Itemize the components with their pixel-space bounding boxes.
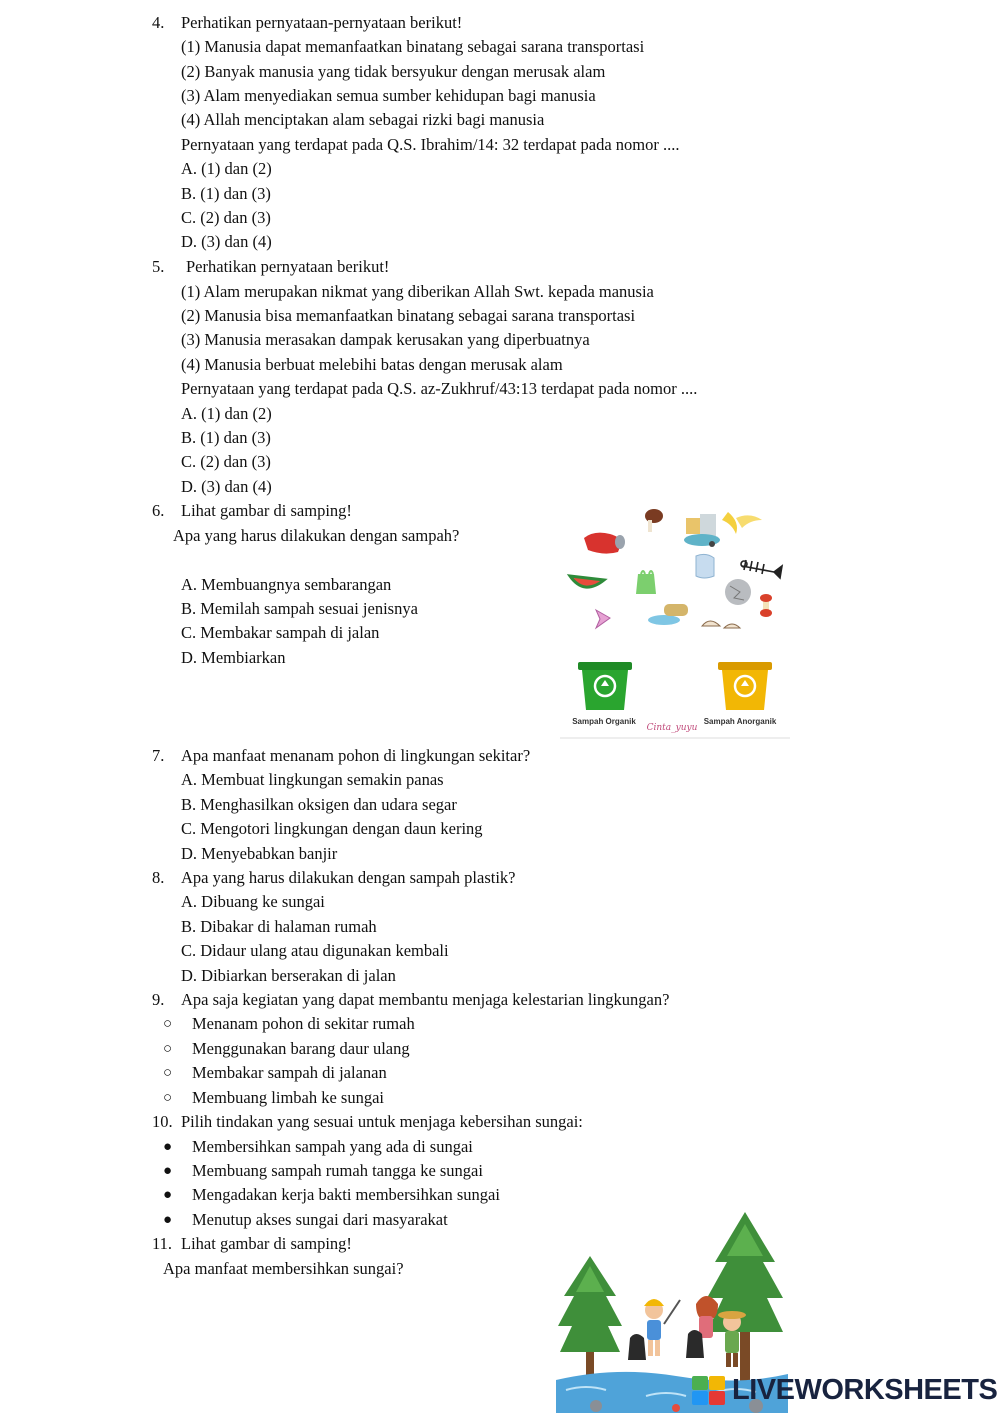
fish-bone-icon xyxy=(741,560,782,578)
choice-label: Membuang sampah rumah tangga ke sungai xyxy=(192,1161,483,1180)
organic-bin xyxy=(578,662,632,710)
radio-circle-icon[interactable]: ○ xyxy=(163,1065,173,1081)
question-number: 10. xyxy=(152,1112,173,1131)
statement: (4) Allah menciptakan alam sebagai rizki bagi manusia xyxy=(181,110,545,129)
answer-option[interactable]: B. Dibakar di halaman rumah xyxy=(181,917,377,936)
plastic-scrap-icon xyxy=(596,610,610,628)
statement: (1) Manusia dapat memanfaatkan binatang sebagai sarana transportasi xyxy=(181,37,645,56)
liveworksheets-logo[interactable] xyxy=(692,1372,998,1408)
bullet-dot-icon[interactable]: ● xyxy=(163,1139,173,1155)
drumstick-icon xyxy=(645,509,663,532)
question-text: Apa manfaat membersihkan sungai? xyxy=(163,1259,404,1278)
answer-option[interactable]: A. Dibuang ke sungai xyxy=(181,892,325,911)
radio-circle-icon[interactable]: ○ xyxy=(163,1041,173,1057)
question-number: 9. xyxy=(152,990,165,1009)
plastic-bag-icon xyxy=(636,571,656,594)
eggshell-icon xyxy=(702,621,740,628)
question-text: Pernyataan yang terdapat pada Q.S. Ibrahim/14: 32 terdapat pada nomor .... xyxy=(181,135,680,154)
choice-label: Menutup akses sungai dari masyarakat xyxy=(192,1210,448,1229)
answer-option[interactable]: A. (1) dan (2) xyxy=(181,159,272,178)
choice-label: Menggunakan barang daur ulang xyxy=(192,1039,410,1058)
apple-core-icon xyxy=(760,594,772,617)
brand-wordmark: LIVEWORKSHEETS xyxy=(732,1374,998,1406)
waste-sorting-illustration xyxy=(560,500,792,740)
tree-icon xyxy=(558,1256,622,1390)
question-number: 8. xyxy=(152,868,165,887)
inorganic-bin-label: Sampah Anorganik xyxy=(703,717,777,726)
inorganic-bin xyxy=(718,662,772,710)
question-prompt: Pilih tindakan yang sesuai untuk menjaga kebersihan sungai: xyxy=(181,1112,583,1131)
banana-peel-icon xyxy=(722,512,762,534)
question-prompt: Lihat gambar di samping! xyxy=(181,1234,352,1253)
question-prompt: Lihat gambar di samping! xyxy=(181,501,352,520)
radio-circle-icon[interactable]: ○ xyxy=(163,1090,173,1106)
question-prompt: Apa manfaat menanam pohon di lingkungan sekitar? xyxy=(181,746,531,765)
child-with-trash-bag-icon xyxy=(628,1299,680,1360)
question-number: 4. xyxy=(152,13,165,32)
trash-pile-icon xyxy=(684,514,720,547)
answer-option[interactable]: B. (1) dan (3) xyxy=(181,428,271,447)
statement: (3) Manusia merasakan dampak kerusakan yang diperbuatnya xyxy=(181,330,590,349)
answer-option[interactable]: D. Dibiarkan berserakan di jalan xyxy=(181,966,396,985)
answer-option[interactable]: A. (1) dan (2) xyxy=(181,404,272,423)
answer-option[interactable]: C. Didaur ulang atau digunakan kembali xyxy=(181,941,449,960)
question-text: Pernyataan yang terdapat pada Q.S. az-Zukhruf/43:13 terdapat pada nomor .... xyxy=(181,379,698,398)
statement: (1) Alam merupakan nikmat yang diberikan Allah Swt. kepada manusia xyxy=(181,282,654,301)
answer-option[interactable]: A. Membuat lingkungan semakin panas xyxy=(181,770,444,789)
bullet-dot-icon[interactable]: ● xyxy=(163,1163,173,1179)
spilled-bottle-icon xyxy=(648,604,688,625)
answer-option[interactable]: C. (2) dan (3) xyxy=(181,452,271,471)
watermelon-rind-icon xyxy=(570,576,604,587)
question-prompt: Apa saja kegiatan yang dapat membantu menjaga kelestarian lingkungan? xyxy=(181,990,670,1009)
choice-label: Membakar sampah di jalanan xyxy=(192,1063,387,1082)
organic-bin-label: Sampah Organik xyxy=(572,717,636,726)
question-number: 5. xyxy=(152,257,165,276)
statement: (2) Banyak manusia yang tidak bersyukur dengan merusak alam xyxy=(181,62,606,81)
answer-option[interactable]: B. Menghasilkan oksigen dan udara segar xyxy=(181,795,457,814)
choice-label: Mengadakan kerja bakti membersihkan sungai xyxy=(192,1185,500,1204)
crushed-can-icon xyxy=(584,533,625,554)
answer-option[interactable]: B. Memilah sampah sesuai jenisnya xyxy=(181,599,418,618)
answer-option[interactable]: A. Membuangnya sembarangan xyxy=(181,575,392,594)
statement: (3) Alam menyediakan semua sumber kehidupan bagi manusia xyxy=(181,86,596,105)
bullet-dot-icon[interactable]: ● xyxy=(163,1187,173,1203)
answer-option[interactable]: C. Mengotori lingkungan dengan daun kering xyxy=(181,819,483,838)
answer-option[interactable]: D. Menyebabkan banjir xyxy=(181,844,338,863)
answer-option[interactable]: C. (2) dan (3) xyxy=(181,208,271,227)
plastic-bottle-icon xyxy=(696,554,714,578)
question-prompt: Perhatikan pernyataan-pernyataan berikut! xyxy=(181,13,463,32)
illustrator-signature: Cinta_yuyu xyxy=(646,723,698,733)
question-text: Apa yang harus dilakukan dengan sampah? xyxy=(173,526,460,545)
question-number: 11. xyxy=(152,1234,173,1253)
radio-circle-icon[interactable]: ○ xyxy=(163,1016,173,1032)
answer-option[interactable]: B. (1) dan (3) xyxy=(181,184,271,203)
question-number: 6. xyxy=(152,501,165,520)
answer-option[interactable]: D. Membiarkan xyxy=(181,648,286,667)
question-prompt: Perhatikan pernyataan berikut! xyxy=(186,257,390,276)
question-number: 7. xyxy=(152,746,165,765)
statement: (4) Manusia berbuat melebihi batas dengan merusak alam xyxy=(181,355,563,374)
answer-option[interactable]: D. (3) dan (4) xyxy=(181,232,272,251)
choice-label: Menanam pohon di sekitar rumah xyxy=(192,1014,415,1033)
statement: (2) Manusia bisa memanfaatkan binatang sebagai sarana transportasi xyxy=(181,306,636,325)
choice-label: Membuang limbah ke sungai xyxy=(192,1088,385,1107)
bullet-dot-icon[interactable]: ● xyxy=(163,1212,173,1228)
live-badge-icon xyxy=(692,1376,726,1406)
crumpled-paper-icon xyxy=(725,579,751,605)
answer-option[interactable]: C. Membakar sampah di jalan xyxy=(181,623,380,642)
choice-label: Membersihkan sampah yang ada di sungai xyxy=(192,1137,473,1156)
question-prompt: Apa yang harus dilakukan dengan sampah plastik? xyxy=(181,868,516,887)
answer-option[interactable]: D. (3) dan (4) xyxy=(181,477,272,496)
